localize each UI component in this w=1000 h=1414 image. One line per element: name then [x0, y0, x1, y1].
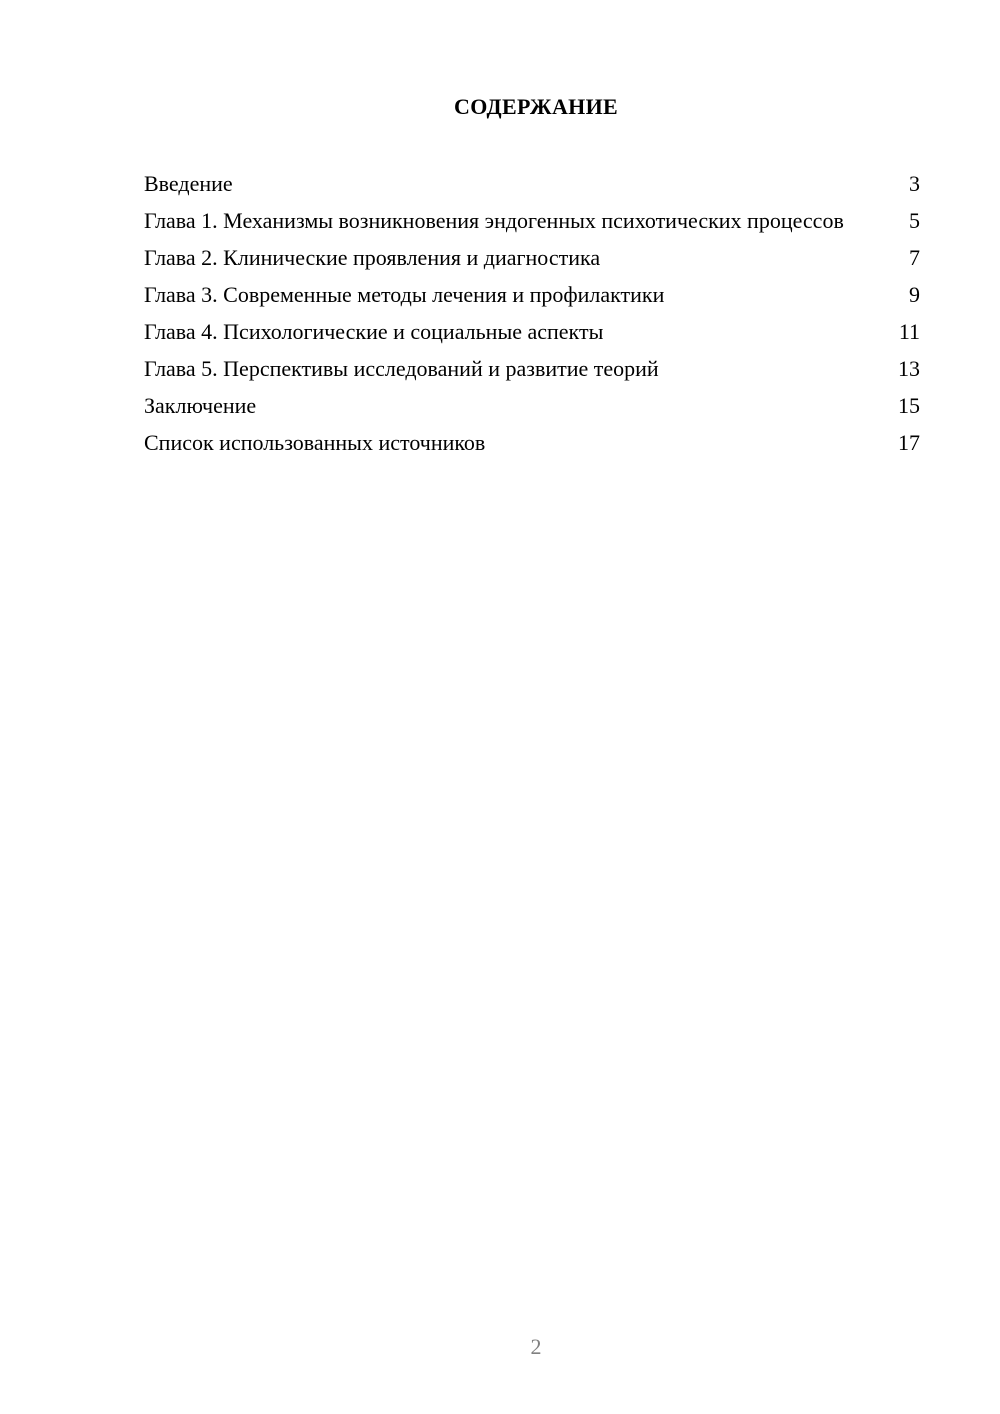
toc-entry-introduction — [144, 170, 920, 197]
toc-entry-label: Глава 5. Перспективы исследований и развитие теорий — [144, 356, 659, 381]
toc-entry-label: Глава 4. Психологические и социальные аспекты — [144, 319, 604, 344]
toc-entry-label: Глава 2. Клинические проявления и диагностика — [144, 245, 601, 270]
toc-entry-label: Глава 3. Современные методы лечения и профилактики — [144, 282, 665, 307]
toc-title: СОДЕРЖАНИЕ — [454, 94, 618, 119]
toc-entry-chapter-1 — [144, 207, 920, 234]
toc-entry-label: Список использованных источников — [144, 430, 486, 455]
toc-entry-label: Введение — [144, 171, 233, 196]
toc-entry-conclusion — [144, 392, 920, 419]
toc-entry-label: Заключение — [144, 393, 257, 418]
toc-entry-page: 5 — [909, 208, 920, 233]
toc-entry-references — [144, 429, 920, 456]
toc-entry-page: 17 — [898, 430, 920, 455]
page-number: 2 — [530, 1334, 542, 1359]
table-of-contents — [144, 170, 920, 466]
toc-entry-chapter-2 — [144, 244, 920, 271]
toc-entry-page: 9 — [909, 282, 920, 307]
toc-entry-label: Глава 1. Механизмы возникновения эндогенных психотических процессов — [144, 208, 844, 233]
toc-entry-page: 15 — [898, 393, 920, 418]
toc-entry-chapter-3 — [144, 281, 920, 308]
toc-entry-page: 3 — [909, 171, 920, 196]
toc-entry-chapter-5 — [144, 355, 920, 382]
toc-entry-chapter-4 — [144, 318, 920, 345]
toc-entry-page: 13 — [898, 356, 920, 381]
toc-entry-page: 11 — [898, 319, 920, 344]
toc-entry-page: 7 — [909, 245, 920, 270]
